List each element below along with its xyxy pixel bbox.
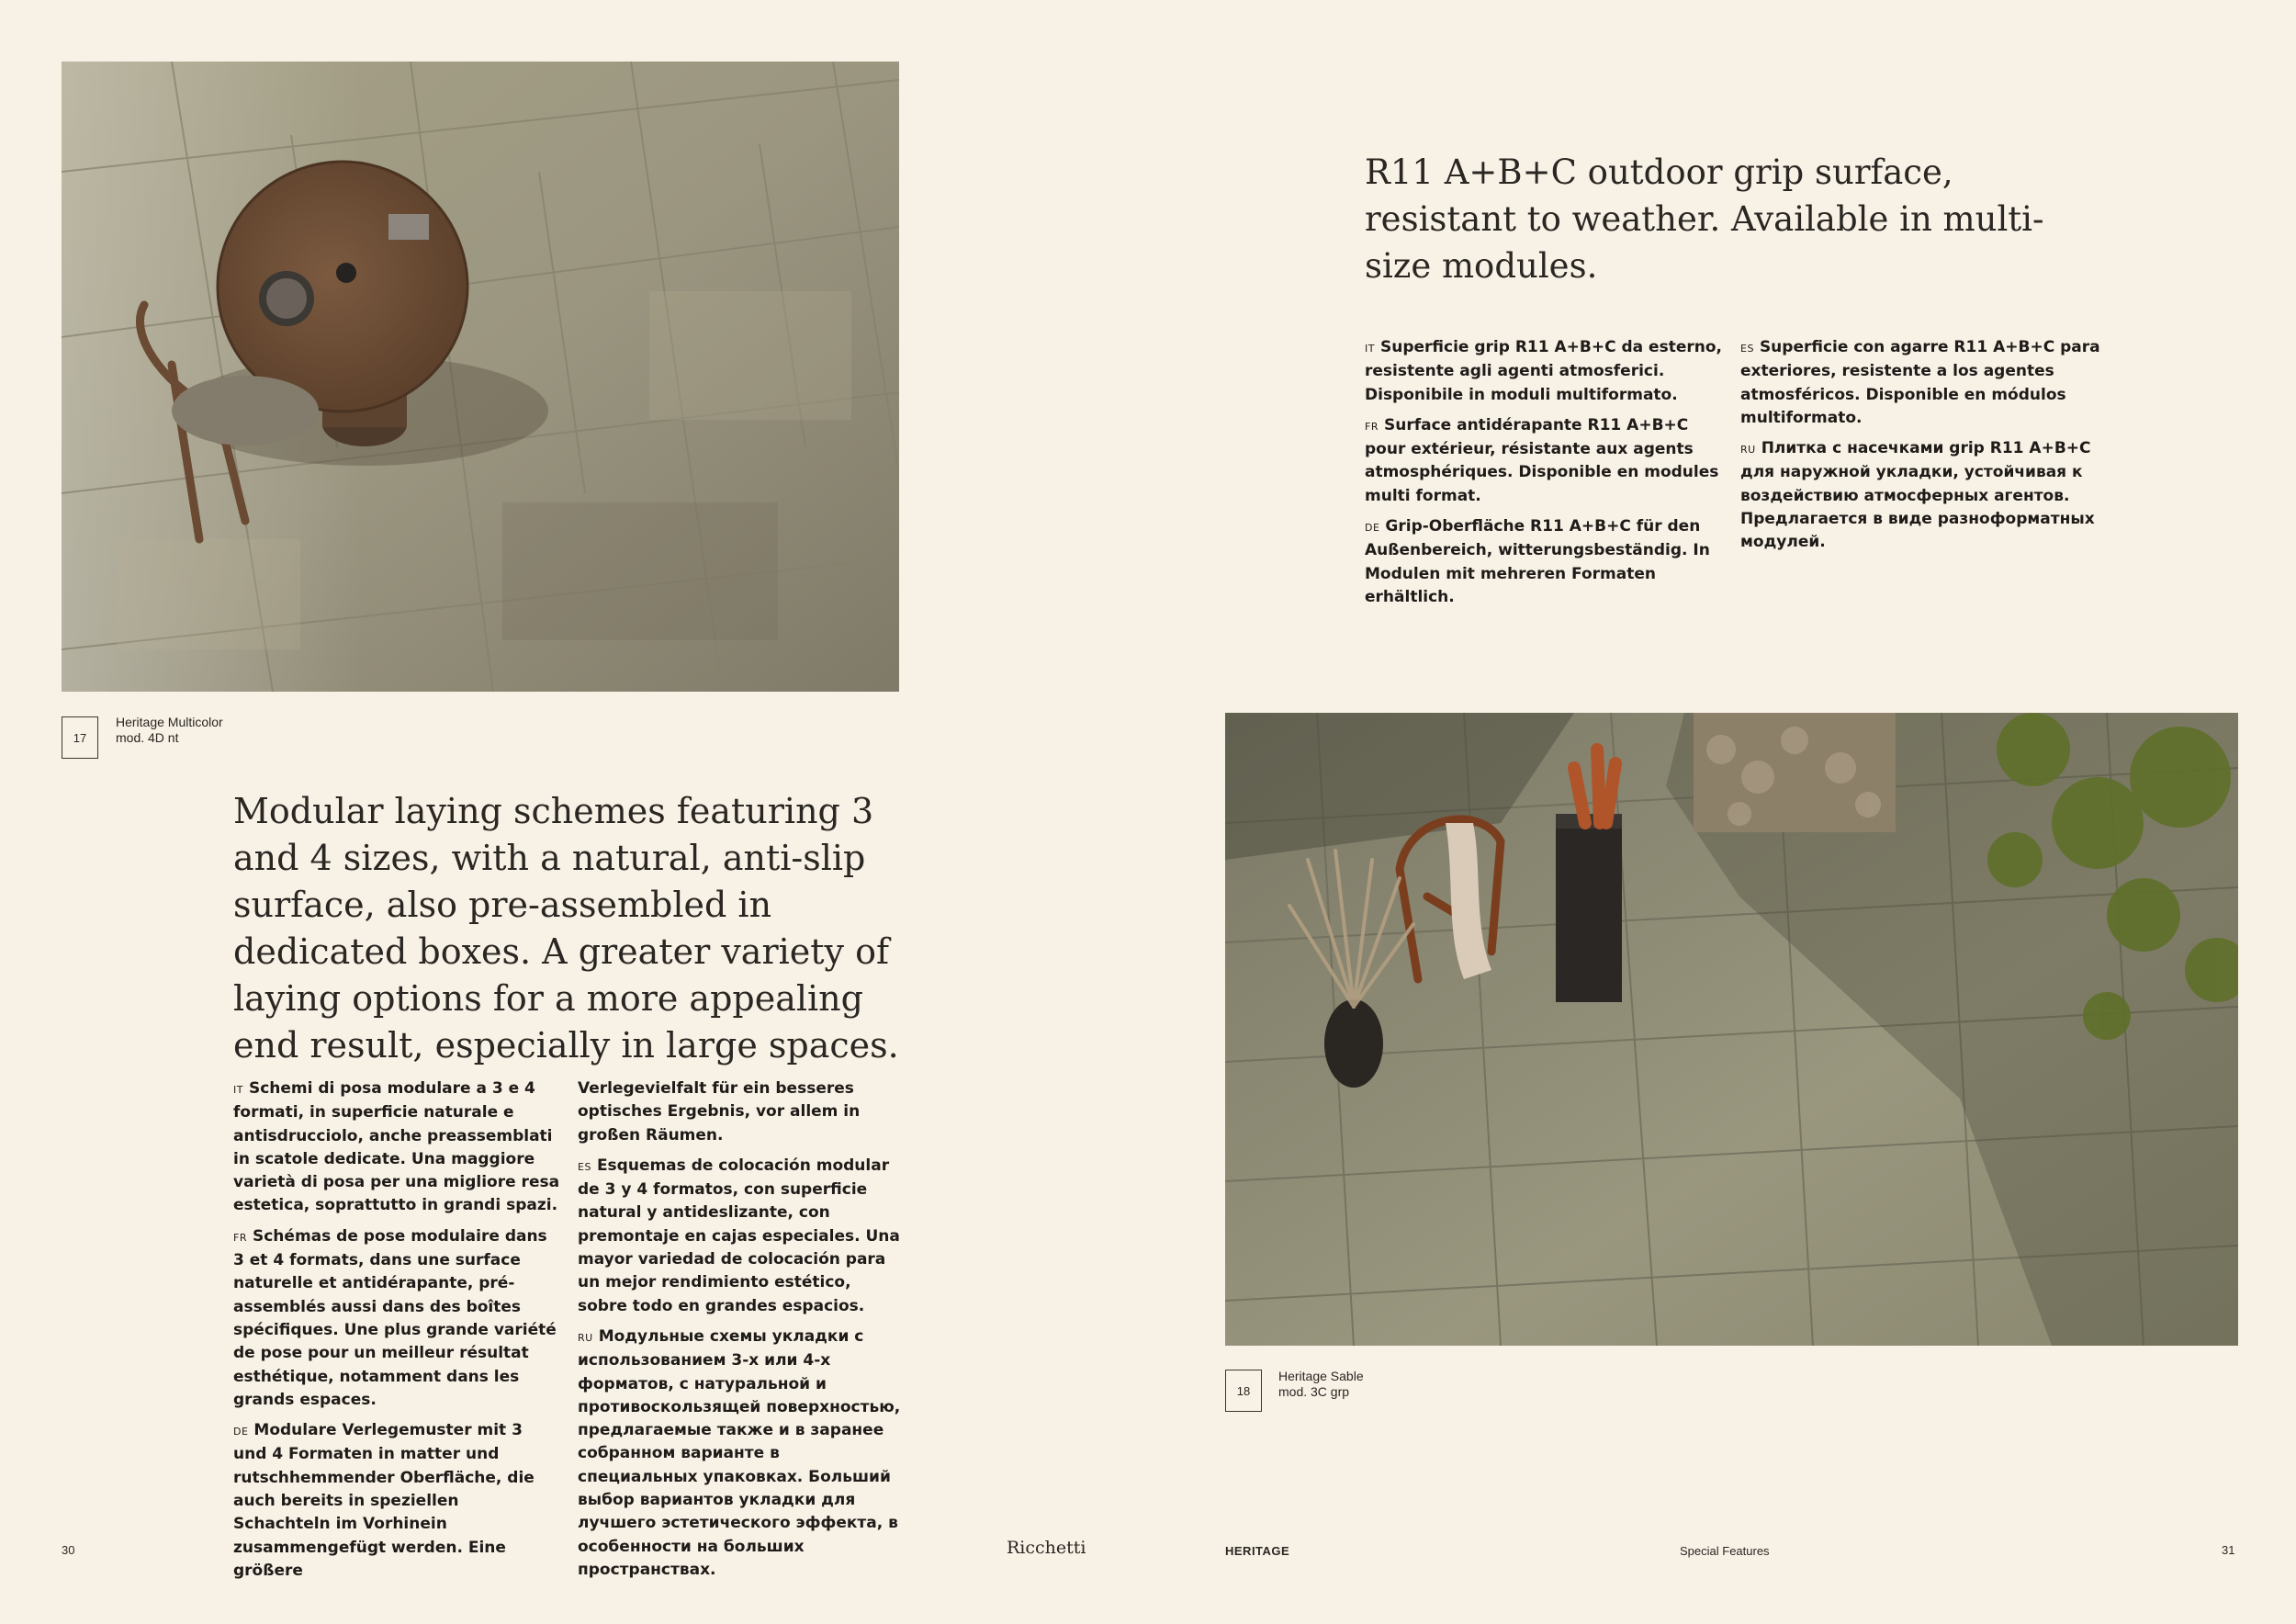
paragraph-text: Modulare Verlegemuster mit 3 und 4 Formaten in matter und rutschhemmender Oberfläche, die auch bereits in speziellen Schachteln im Vorhinein zusammengefügt werden. Eine größere xyxy=(233,1421,535,1580)
outdoor-terrace-photo xyxy=(1225,713,2238,1346)
language-code: FR xyxy=(233,1231,247,1244)
right-text-column-2 xyxy=(1740,336,2103,562)
language-paragraph xyxy=(1740,437,2103,554)
paragraph-text: Esquemas de colocación modular de 3 y 4 formatos, con superficie natural y antideslizante, con premontaje en cajas especiales. Una mayor variedad de colocación para un mejor rendimiento estético, sobre todo en grandes espacios. xyxy=(578,1156,900,1315)
left-text-column-1 xyxy=(233,1077,560,1590)
language-paragraph xyxy=(578,1077,905,1147)
left-text-column-2 xyxy=(578,1077,905,1589)
right-headline: R11 A+B+C outdoor grip surface, resistant to weather. Available in multi-size modules. xyxy=(1365,152,2044,286)
paragraph-text: Модульные схемы укладки с использованием 3-х или 4-х форматов, с натуральной и противоскользящей поверхностью, предлагаемые также и в заранее собранном варианте в специальных упаковках. Больший выбор вариантов укладки для лучшего эстетического эффекта, в особенности на больших пространствах. xyxy=(578,1326,901,1579)
collection-label: HERITAGE xyxy=(1225,1544,1290,1558)
language-code: RU xyxy=(578,1331,593,1344)
language-code: DE xyxy=(1365,522,1380,535)
language-paragraph xyxy=(1365,515,1728,609)
language-paragraph xyxy=(233,1225,560,1412)
photo-caption-title: Heritage Multicolor xyxy=(116,715,223,729)
paragraph-text: Verlegevielfalt für ein besseres optisches Ergebnis, vor allem in großen Räumen. xyxy=(578,1079,861,1145)
photo-caption xyxy=(116,715,223,746)
paragraph-text: Плитка с насечками grip R11 A+B+C для наружной укладки, устойчивая к воздействию атмосферных агентов. Предлагается в виде разноформатных модулей. xyxy=(1740,439,2095,552)
photo-heritage-sable xyxy=(1225,713,2238,1346)
page-number-right: 31 xyxy=(2222,1543,2235,1557)
photo-caption-model: mod. 4D nt xyxy=(116,730,179,745)
paragraph-text: Surface antidérapante R11 A+B+C pour extérieur, résistante aux agents atmosphériques. Disponible en modules multi format. xyxy=(1365,415,1719,505)
language-paragraph xyxy=(1365,414,1728,508)
photo-number-badge: 17 xyxy=(62,716,98,759)
brand-logo: Ricchetti xyxy=(1007,1538,1086,1558)
paragraph-text: Schemi di posa modulare a 3 e 4 formati, in superficie naturale e antisdrucciolo, anche preassemblati in scatole dedicate. Una maggiore varietà di posa per una migliore resa estetica, soprattutto in grandi spazi. xyxy=(233,1079,560,1215)
language-paragraph xyxy=(578,1325,905,1582)
language-code: IT xyxy=(233,1084,243,1096)
paragraph-text: Grip-Oberfläche R11 A+B+C für den Außenbereich, witterungsbeständig. In Modulen mit mehreren Formaten erhältlich. xyxy=(1365,517,1710,606)
language-paragraph xyxy=(1365,336,1728,407)
left-headline: Modular laying schemes featuring 3 and 4 sizes, with a natural, anti-slip surface, also pre-assembled in dedicated boxes. A greater variety of laying options for a more appealing end result, especially in large spaces. xyxy=(233,791,899,1066)
page-number-left: 30 xyxy=(62,1543,75,1557)
language-code: ES xyxy=(1740,343,1754,355)
photo-caption xyxy=(1278,1369,1364,1400)
paragraph-text: Superficie con agarre R11 A+B+C para exteriores, resistente a los agentes atmosféricos. Disponible en módulos multiformato. xyxy=(1740,338,2100,427)
language-code: ES xyxy=(578,1160,591,1173)
photo-caption-model: mod. 3C grp xyxy=(1278,1384,1350,1399)
photo-heritage-multicolor xyxy=(62,62,899,692)
language-paragraph xyxy=(233,1077,560,1218)
paragraph-text: Superficie grip R11 A+B+C da esterno, resistente agli agenti atmosferici. Disponibile in moduli multiformato. xyxy=(1365,338,1722,404)
interior-table-photo xyxy=(62,62,899,692)
language-code: DE xyxy=(233,1426,249,1438)
language-paragraph xyxy=(578,1155,905,1318)
paragraph-text: Schémas de pose modulaire dans 3 et 4 formats, dans une surface naturelle et antidérapante, pré-assemblés aussi dans des boîtes spécifiques. Une plus grande variété de pose pour un meilleur résultat esthétique, notamment dans les grands espaces. xyxy=(233,1226,557,1409)
photo-caption-title: Heritage Sable xyxy=(1278,1369,1364,1383)
language-paragraph xyxy=(1740,336,2103,430)
language-code: IT xyxy=(1365,343,1375,355)
language-code: RU xyxy=(1740,444,1756,457)
photo-number-badge: 18 xyxy=(1225,1370,1262,1412)
language-code: FR xyxy=(1365,420,1379,433)
right-text-column-1 xyxy=(1365,336,1728,616)
language-paragraph xyxy=(233,1419,560,1583)
section-label: Special Features xyxy=(1680,1544,1770,1558)
